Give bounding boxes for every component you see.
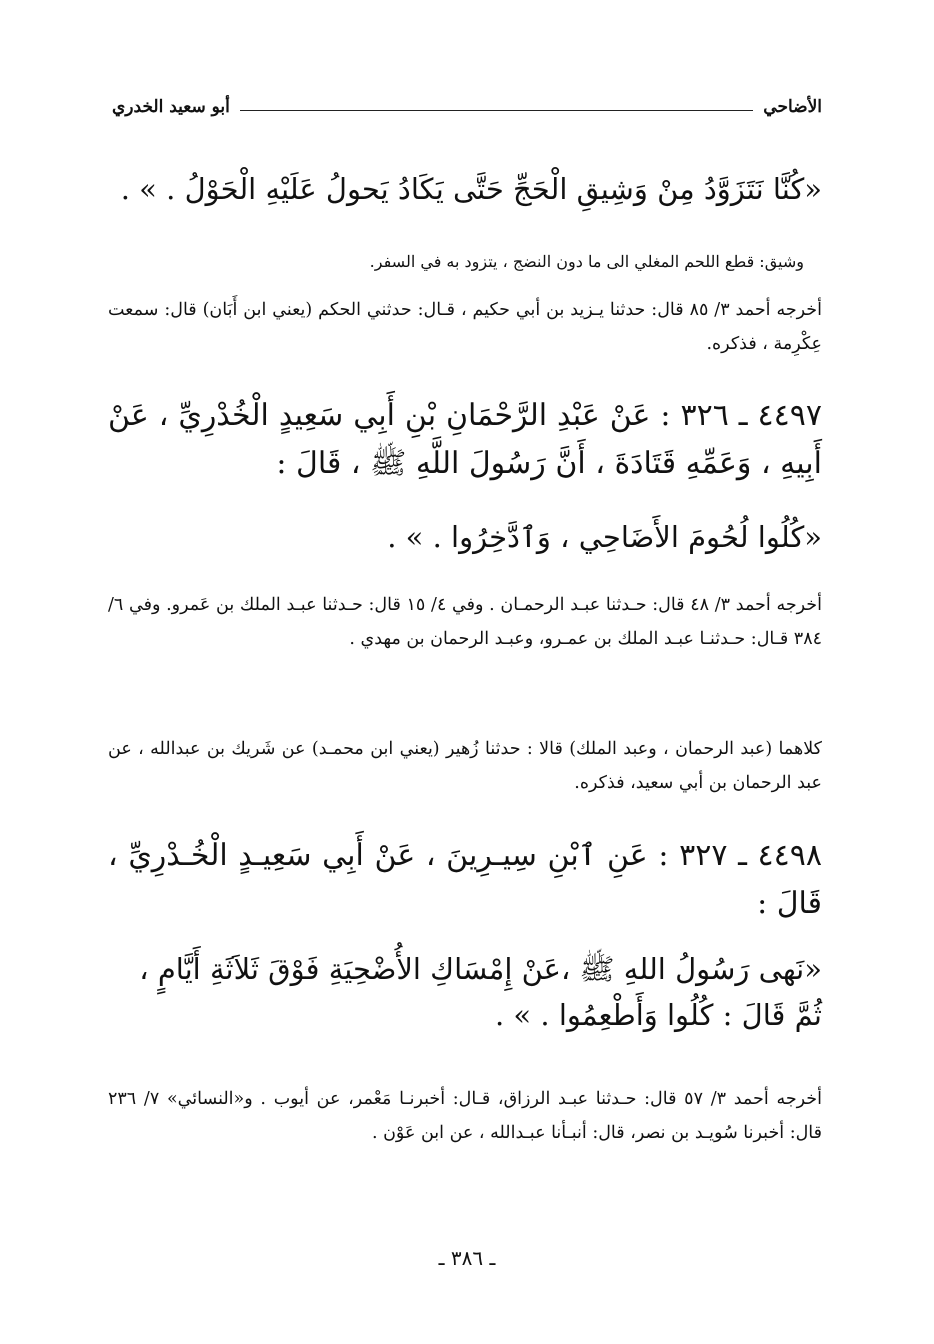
source-reference-4-text: أخرجه أحمد ٣/ ٥٧ قال: حـدثنا عبـد الرزاق، قـال: أخبرنـا مَعْمر، عن أيوب . و«النسائي» ٧/ ٢٣٦ قال: أخبرنا سُويـد بن نصر، قال: أنبـأنا عبـدالله ، عن ابن عَوْن . xyxy=(108,1089,822,1144)
header-rule xyxy=(240,110,753,111)
page-number: ـ ٣٨٦ ـ xyxy=(438,1246,496,1270)
source-reference-2 xyxy=(108,588,822,656)
source-reference-2-text: أخرجه أحمد ٣/ ٤٨ قال: حـدثنا عبـد الرحمـان . وفي ٤/ ١٥ قال: حـدثنا عبـد الملك بن عَمرو. وفي ٦/ ٣٨٤ قـال: حـدثنـا عبـد الملك بن عمـرو، وعبـد الرحمان بن مهدي . xyxy=(108,595,822,650)
source-reference-3-text: كلاهما (عبد الرحمان ، وعبد الملك) قالا : حدثنا زُهير (يعني ابن محمـد) عن شَريك بن عبدالله ، عن عبد الرحمان بن أبي سعيد، فذكره. xyxy=(108,739,822,794)
source-reference-4 xyxy=(108,1082,822,1150)
hadith-4497 xyxy=(108,392,822,488)
header-narrator-title: أبو سعيد الخدري xyxy=(112,97,230,117)
hadith-4498-text: عَنِ ٱبْنِ سِيـرِينَ ، عَنْ أَبِي سَعِيـدٍ الْخُـدْرِيِّ ، قَالَ : xyxy=(108,838,822,921)
hadith-4498-number: ٤٤٩٨ ـ ٣٢٧ : xyxy=(658,838,822,873)
gloss-note xyxy=(108,250,822,274)
hadith-quote-2 xyxy=(108,516,822,560)
gloss-note-text: وشيق: قطع اللحم المغلي الى ما دون النضج ، يتزود به في السفر. xyxy=(369,252,804,271)
running-header xyxy=(112,92,822,122)
hadith-quote-3-text: «نَهى رَسُولُ اللهِ ﷺ ،عَنْ إِمْسَاكِ الأُضْحِيَةِ فَوْقَ ثَلاَثَةِ أَيَّامٍ ، ثُمَّ قَالَ : كُلُوا وَأَطْعِمُوا . » . xyxy=(139,952,822,1033)
hadith-4497-text: عَنْ عَبْدِ الرَّحْمَانِ بْنِ أَبِي سَعِيدٍ الْخُدْرِيِّ ، عَنْ أَبِيهِ ، وَعَمِّهِ قَتَادَةَ ، أَنَّ رَسُولَ اللَّهِ ﷺ ، قَالَ : xyxy=(108,398,822,481)
hadith-quote-3 xyxy=(108,946,822,1039)
source-reference-3 xyxy=(108,732,822,800)
hadith-quote-2-text: «كُلُوا لُحُومَ الأَضَاحِي ، وَٱدَّخِرُوا . » . xyxy=(387,520,822,554)
hadith-quote-1-text: «كُنَّا نَتَزَوَّدُ مِنْ وَشِيقِ الْحَجِّ حَتَّى يَكَادُ يَحولُ عَلَيْهِ الْحَوْلُ . » . xyxy=(120,172,822,206)
hadith-4497-number: ٤٤٩٧ ـ ٣٢٦ : xyxy=(660,398,822,433)
header-chapter-title: الأضاحي xyxy=(763,97,822,117)
source-reference-1 xyxy=(108,293,822,361)
hadith-quote-1 xyxy=(108,168,822,212)
source-reference-1-text: أخرجه أحمد ٣/ ٨٥ قال: حدثنا يـزيد بن أبي حكيم ، قـال: حدثني الحكم (يعني ابن أَبَان) قال: سمعت عِكْرِمة ، فذكره. xyxy=(108,300,822,355)
hadith-4498 xyxy=(108,832,822,928)
